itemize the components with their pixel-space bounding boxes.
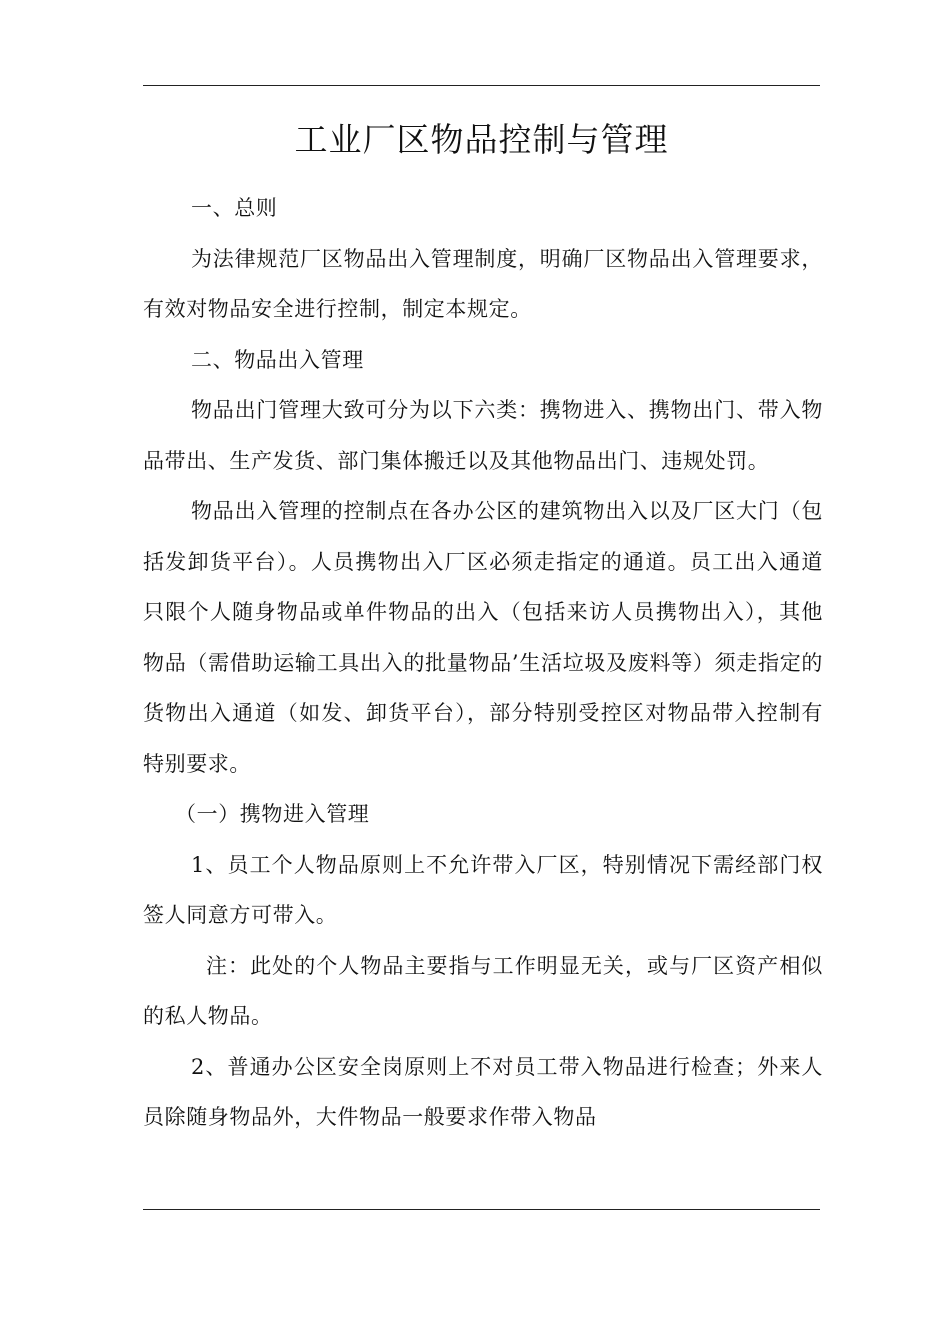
paragraph-categories: 物品出门管理大致可分为以下六类：携物进入、携物出门、带入物品带出、生产发货、部门集体搬迁以及其他物品出门、违规处罚。: [143, 398, 823, 473]
section-heading-goods-management: 二、物品出入管理: [191, 347, 364, 372]
document-body: [143, 183, 823, 1143]
document-title: 工业厂区物品控制与管理: [294, 120, 669, 159]
subsection-heading-carry-in: （一）携物进入管理: [175, 802, 370, 826]
paragraph-rule-2: 2、普通办公区安全岗原则上不对员工带入物品进行检查；外来人员除随身物品外，大件物品一般要求作带入物品: [143, 1054, 823, 1129]
footer-rule: [143, 1209, 820, 1210]
paragraph-rule-1: 1、员工个人物品原则上不允许带入厂区，特别情况下需经部门权签人同意方可带入。: [143, 852, 823, 927]
paragraph-note: 注：此处的个人物品主要指与工作明显无关，或与厂区资产相似的私人物品。: [143, 953, 823, 1028]
section-heading-general: 一、总则: [191, 196, 278, 220]
paragraph-purpose: 为法律规范厂区物品出入管理制度，明确厂区物品出入管理要求，有效对物品安全进行控制，制定本规定。: [143, 246, 823, 321]
header-rule: [143, 85, 820, 86]
paragraph-control-points: 物品出入管理的控制点在各办公区的建筑物出入以及厂区大门（包括发卸货平台）。人员携物出入厂区必须走指定的通道。员工出入通道只限个人随身物品或单件物品的出入（包括来访人员携物出入），其他物品（需借助运输工具出入的批量物品’生活垃圾及废料等）须走指定的货物出入通道（如发、卸货平台），部分特别受控区对物品带入控制有特别要求。: [143, 499, 823, 776]
